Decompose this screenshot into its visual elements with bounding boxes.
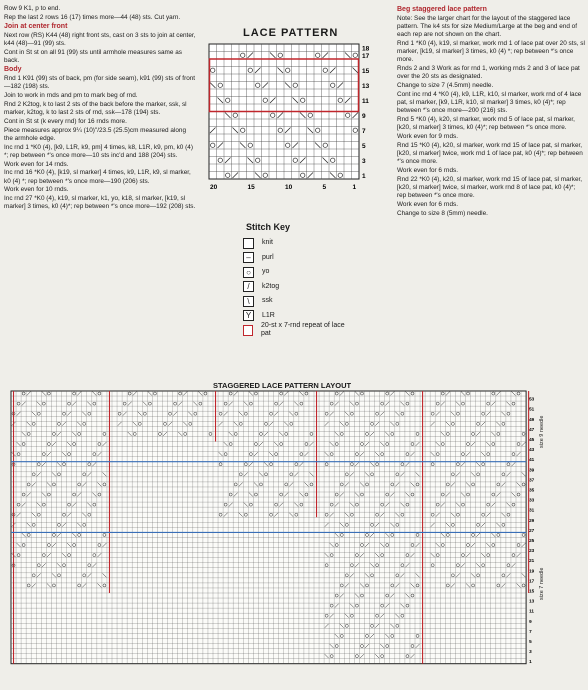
stag-row-label: 3 [529,649,532,655]
stag-row-label: 19 [529,568,535,574]
instruction-paragraph: Rnd 5 *K0 (4), k20, sl marker, work rnd 5 of lace pat, sl marker, [k20, sl marker] 3 times, k0 (4)*; rep between *'s once more. [397,116,575,132]
stag-row-label: 47 [529,426,535,432]
instruction-paragraph: Rnd 1 K91 (99) sts of back, pm (for side seam), k91 (99) sts of front—182 (198) sts. [4,75,196,91]
stitch-key-row [243,280,351,295]
lace-col-label: 1 [352,184,357,191]
stag-row-label: 5 [529,639,532,644]
stag-row-label: 23 [529,548,535,554]
instruction-paragraph: Cont inc rnd 4 *K0 (4), k9, L1R, k10, sl marker, work rnd of 4 lace pat, sl marker, [k9, L1R, k10, sl marker] 3 times, k0 (4)*; rep between *'s once more—200 (216) sts. [397,91,582,115]
instruction-paragraph: Work even for 6 rnds. [397,167,458,175]
instruction-paragraph: Work even for 10 rnds. [4,186,69,194]
stitch-key-label: knit [262,239,273,247]
stitch-key-row [243,236,351,251]
instruction-paragraph: Work even for 14 rnds. [4,160,69,168]
stitch-key-row [243,251,351,266]
instruction-paragraph: Rnd 2 K2tog, k to last 2 sts of the back before the marker, ssk, sl marker, k2tog, k to last 2 sts of rnd, ssk—178 (194) sts. [4,100,187,116]
instruction-paragraph: Rep the last 2 rows 16 (17) times more—44 (48) sts. Cut yarn. [4,13,181,21]
stag-row-label: 33 [529,497,535,503]
instruction-paragraph: Next row (RS) K44 (48) right front sts, cast on 3 sts to join at center, k44 (48)—91 (99) sts. [4,31,196,47]
stitch-key-row [243,323,351,338]
stag-row-label: 21 [529,558,535,564]
lace-col-label: 15 [247,184,255,191]
instruction-paragraph: Piece measures approx 9¼ (10)"/23.5 (25.5)cm measured along the armhole edge. [4,126,187,142]
lace-row-label: 18 [362,45,370,53]
l1r-icon: Y [243,310,254,321]
lace-row-label: 17 [362,53,370,60]
size9-needle-label: size 9 needle [539,415,545,448]
instruction-paragraph: Inc rnd 16 *K0 (4), [k19, sl marker] 4 times, k9, L1R, k9, sl marker, k0 (4) *; rep between *'s once more—190 (206) sts. [4,169,191,185]
instruction-paragraph: Rnd 22 *K0 (4), k20, sl marker, work rnd 15 of lace pat, sl marker, [k20, sl marker] twice, sl marker, work rnd 8 of lace pat, k0 (4)*; rep between *'s once more. [397,176,583,200]
stag-row-label: 1 [529,659,532,665]
instruction-paragraph: Change to size 8 (5mm) needle. [397,210,488,217]
stitch-key-label: yo [262,268,270,276]
pattern-instructions-right [397,5,585,219]
lace-col-label: 5 [322,184,327,191]
lace-row-label: 5 [362,143,366,150]
instruction-paragraph: Cont in St st on all 91 (99) sts until armhole measures same as back. [4,48,182,64]
section-heading: Join at center front [4,23,68,30]
stitch-key-title: Stitch Key [246,222,291,232]
section-heading: Body [4,66,22,74]
stitch-key-row [243,294,351,309]
lace-row-label: 13 [362,83,370,90]
stag-row-label: 7 [529,628,532,634]
stag-row-label: 41 [529,457,535,463]
instruction-paragraph: Inc rnd 1 *K0 (4), [k9, L1R, k9, pm] 4 times, k8, L1R, k9, pm, k0 (4) *; rep between *'s once more—10 sts inc'd and 188 (204) sts. [4,143,193,159]
yo-icon: ○ [243,267,254,278]
staggered-chart-title: STAGGERED LACE PATTERN LAYOUT [213,381,352,390]
stag-row-label: 43 [529,447,535,453]
instruction-paragraph: Join to work in rnds and pm to mark beg of rnd. [4,92,138,99]
stag-row-label: 31 [529,507,535,513]
lace-row-label: 11 [362,98,369,105]
stag-row-label: 39 [529,467,535,473]
stitch-key-row [243,265,351,280]
instruction-paragraph: Row 9 K1, p to end. [4,5,61,12]
stag-row-label: 51 [529,406,535,412]
stag-row-label: 15 [529,588,535,594]
pattern-instructions-left [4,5,196,212]
stag-row-label: 25 [529,538,535,543]
instruction-paragraph: Note: See the larger chart for the layout of the staggered lace pattern. The k4 sts for size Medium/Large at the beg and end of each rep are not shown on the chart. [397,14,577,39]
instruction-paragraph: Cont in St st (k every rnd) for 16 rnds more. [4,117,127,125]
lace-col-label: 10 [285,184,293,191]
stag-row-label: 37 [529,477,535,483]
lace-row-label: 7 [362,128,366,135]
stag-row-label: 53 [529,396,535,402]
lace-row-label: 3 [362,158,366,165]
instruction-paragraph: Change to size 7 (4.5mm) needle. [397,82,494,90]
lace-row-label: 1 [362,173,366,180]
ssk-icon: \ [243,296,254,307]
instruction-paragraph: Rnd 15 *K0 (4), k20, sl marker, work rnd 15 of lace pat, sl marker, [k20, sl marker] twice, work rnd 1 of lace pat, k0 (4)*; rep between *'s once more. [397,142,583,166]
lace-col-label: 20 [210,184,218,191]
stag-row-label: 49 [529,416,535,422]
lace-row-label: 15 [362,68,370,75]
stag-row-label: 35 [529,487,535,493]
repeat-box-icon [243,325,253,336]
stag-row-label: 9 [529,618,532,624]
stitch-key-label: ssk [262,297,273,305]
stitch-key-row [243,309,351,324]
lace-pattern-chart [207,42,385,197]
lace-row-label: 9 [362,113,366,120]
stitch-key-label: L1R [262,311,275,319]
stitch-key [243,236,351,338]
knit-icon [243,238,254,249]
stag-row-label: 13 [529,598,535,604]
stag-row-label: 45 [529,437,535,442]
stag-row-label: 29 [529,517,535,523]
instruction-paragraph: Work even for 9 rnds. [397,133,458,141]
lace-chart-title: LACE PATTERN [243,27,339,39]
stitch-key-label: k2tog [262,282,280,290]
instruction-paragraph: Inc rnd 27 *K0 (4), k19, sl marker, k1, yo, k18, sl marker, [k19, sl marker] 3 times, k0 (4)*; rep between *'s once more—192 (208) sts. [4,195,196,211]
stag-row-label: 11 [529,608,534,614]
stitch-key-label: 20-st x 7-rnd repeat of lace pat [261,322,345,338]
stag-row-label: 17 [529,578,535,584]
size7-needle-label: size 7 needle [539,567,545,600]
section-heading: Beg staggered lace pattern [397,6,487,13]
stitch-key-label: purl [262,253,274,261]
staggered-lace-layout-chart [0,389,588,690]
purl-icon: – [243,252,254,263]
k2tog-icon: / [243,281,254,292]
instruction-paragraph: Rnd 1 *K0 (4), k19, sl marker, work rnd 1 of lace pat over 20 sts, sl marker, [k19, sl marker] 3 times, k0 (4) *; rep between *'s once more. [397,40,585,64]
instruction-paragraph: Work even for 6 rnds. [397,201,458,209]
instruction-paragraph: Rnds 2 and 3 Work as for rnd 1, working rnds 2 and 3 of lace pat over the 20 sts as designated. [397,65,580,81]
stag-row-label: 27 [529,527,535,533]
